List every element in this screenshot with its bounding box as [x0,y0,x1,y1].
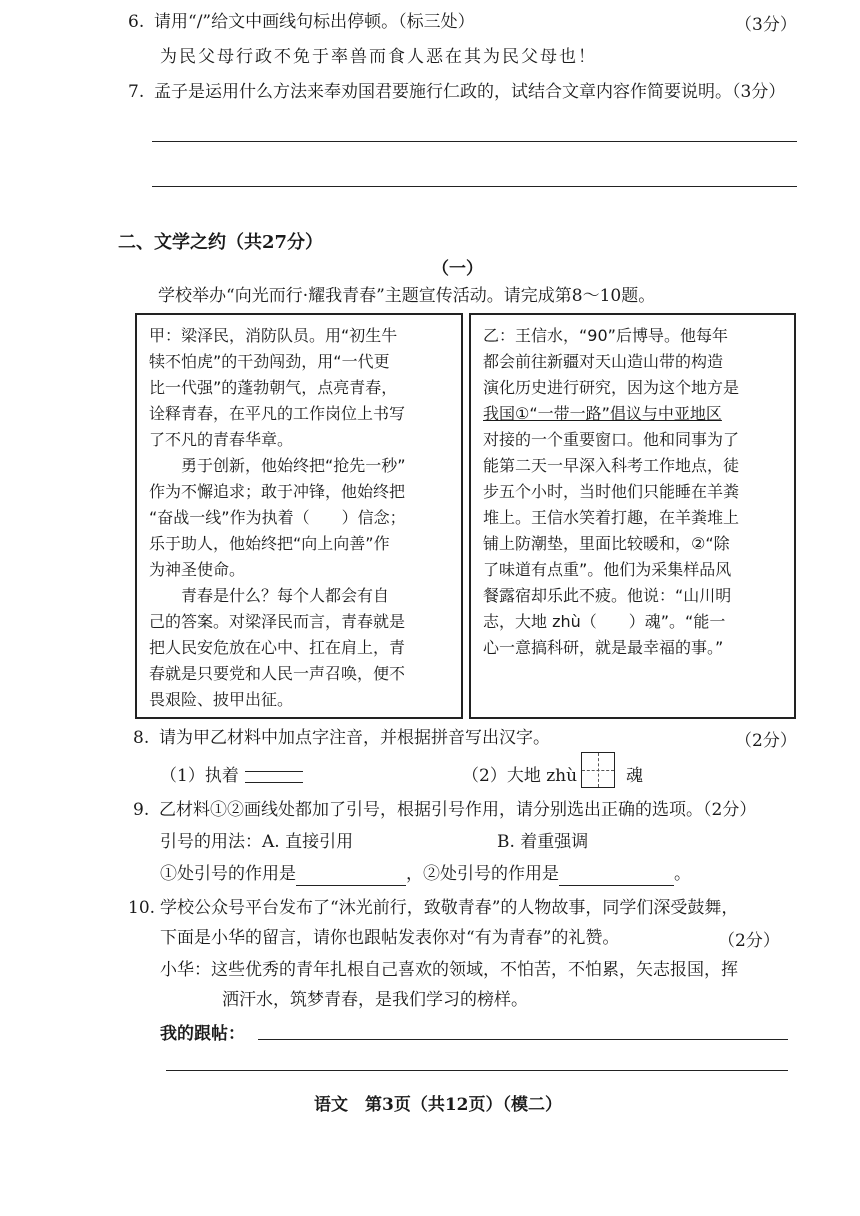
material-yi-line-underlined-1: 我国①“一带一路”倡议与中亚地区 [483,404,722,423]
material-jia-line: 了不凡的青春华章。 [149,430,294,449]
material-yi-line: 铺上防潮垫，里面比较暖和，②“除 [483,534,730,553]
my-reply-label: 我的跟帖： [160,1024,245,1044]
answer-blank-1[interactable] [296,867,406,886]
question-text: 孟子是运用什么方法来奉劝国君要施行仁政的，试结合文章内容作简要说明。（3分） [154,82,786,102]
section-2-title: 二、文学之约（共27分） [118,232,324,253]
xiaohua-reply-line-2: 洒汗水，筑梦青春，是我们学习的榜样。 [222,990,528,1010]
material-jia-line: 犊不怕虎”的干劲闯劲，用“一代更 [149,352,390,371]
question-number: 8. [133,728,150,748]
question-text: 请用“/”给文中画线句标出停顿。（标三处） [154,12,475,32]
question-9-option-b: B. 着重强调 [497,832,589,852]
material-yi-line-underlined-2: 了味道有点重”。他们为采集样品风 [483,560,732,579]
material-jia-line: 畏艰险、披甲出征。 [149,690,294,709]
question-number: 7. [128,82,145,102]
material-jia-line: 青春是什么？每个人都会有自 [149,586,390,605]
page-footer: 语文 第3页（共12页）（模二） [314,1095,562,1115]
material-jia-line: 诠释青春，在平凡的工作岗位上书写 [149,404,406,423]
material-jia-line: 勇于创新，他始终把“抢先一秒” [149,456,406,475]
question-9-option-a: 引号的用法：A. 直接引用 [160,832,354,852]
material-jia-line: 乐于助人，他始终把“向上向善”作 [149,534,390,553]
material-yi-line: 步五个小时，当时他们只能睡在羊粪 [483,482,740,501]
material-yi-line: 堆上。王信水笑着打趣，在羊粪堆上 [483,508,740,527]
material-jia-line: 作为不懈追求；敢于冲锋，他始终把 [149,482,406,501]
material-jia-line: 比一代强”的蓬勃朝气，点亮青春， [149,378,398,397]
question-6-sentence: 为民父母行政不免于率兽而食人恶在其为民父母也！ [160,47,597,67]
material-yi-line: 乙：王信水，“90”后博导。他每年 [483,326,728,345]
question-text: 乙材料①②画线处都加了引号，根据引号作用，请分别选出正确的选项。（2分） [159,800,757,820]
material-jia-line: 把人民安危放在心中、扛在肩上，青 [149,638,406,657]
material-yi-line: 志，大地 zhù（ ）魂”。“能一 [483,612,726,631]
question-8-score: （2分） [735,731,797,751]
material-yi-line: 对接的一个重要窗口。他和同事为了 [483,430,740,449]
question-7 [128,80,785,104]
material-jia-line: 己的答案。对梁泽民而言，青春就是 [149,612,406,631]
answer-line-7b[interactable] [152,186,797,187]
question-10 [128,896,738,920]
material-jia-line: 春就是只要党和人民一声召唤，便不 [149,664,406,683]
section-2-intro: 学校举办“向光而行·耀我青春”主题宣传活动。请完成第8～10题。 [158,286,656,306]
material-yi-line: 餐露宿却乐此不疲。他说：“山川明 [483,586,732,605]
reply-answer-line-2[interactable] [166,1070,788,1071]
material-yi-box [469,313,796,719]
item-label: （1）执着 [160,766,239,786]
material-yi-line: 演化历史进行研究，因为这个地方是 [483,378,740,397]
question-8-item-2: （2）大地 zhù [462,766,578,786]
question-text: 请为甲乙材料中加点字注音，并根据拼音写出汉字。 [159,728,550,748]
material-jia-line: 为神圣使命。 [149,560,246,579]
question-8 [133,726,550,750]
question-8-item-1 [160,764,303,788]
question-6-score: （3分） [735,15,797,35]
tianzi-grid-box[interactable] [581,752,615,788]
reply-answer-line-1[interactable] [258,1039,788,1040]
fill-end: 。 [674,864,691,884]
material-yi-line: 都会前往新疆对天山造山带的构造 [483,352,724,371]
question-8-item-2-suffix: 魂 [626,766,643,786]
fill-label-2: ，②处引号的作用是 [406,864,559,884]
material-yi-line: 心一意搞科研，就是最幸福的事。” [483,638,724,657]
answer-line-7a[interactable] [152,141,797,142]
question-10-score: （2分） [718,931,780,951]
question-text-line-1: 学校公众号平台发布了“沐光前行，致敬青春”的人物故事，同学们深受鼓舞， [160,898,739,918]
answer-blank-2[interactable] [559,867,674,886]
material-jia-box [135,313,463,719]
material-yi-line: 能第二天一早深入科考工作地点，徒 [483,456,740,475]
material-jia-line: 甲：梁泽民，消防队员。用“初生牛 [149,326,398,345]
question-number: 6. [128,12,145,32]
question-number: 9. [133,800,150,820]
material-jia-line: “奋战一线”作为执着（ ）信念； [149,508,406,527]
question-9 [133,798,756,822]
fill-label-1: ①处引号的作用是 [160,864,296,884]
grid-guide-horizontal [582,770,614,771]
question-9-fill [160,862,691,886]
question-6 [128,10,475,34]
answer-blank[interactable] [245,771,303,783]
section-2-part: （一） [432,259,483,279]
question-number: 10. [128,898,156,918]
question-10-line-2: 下面是小华的留言，请你也跟帖发表你对“有为青春”的礼赞。 [160,928,620,948]
xiaohua-reply-line-1: 小华：这些优秀的青年扎根自己喜欢的领域，不怕苦，不怕累，矢志报国，挥 [160,960,738,980]
